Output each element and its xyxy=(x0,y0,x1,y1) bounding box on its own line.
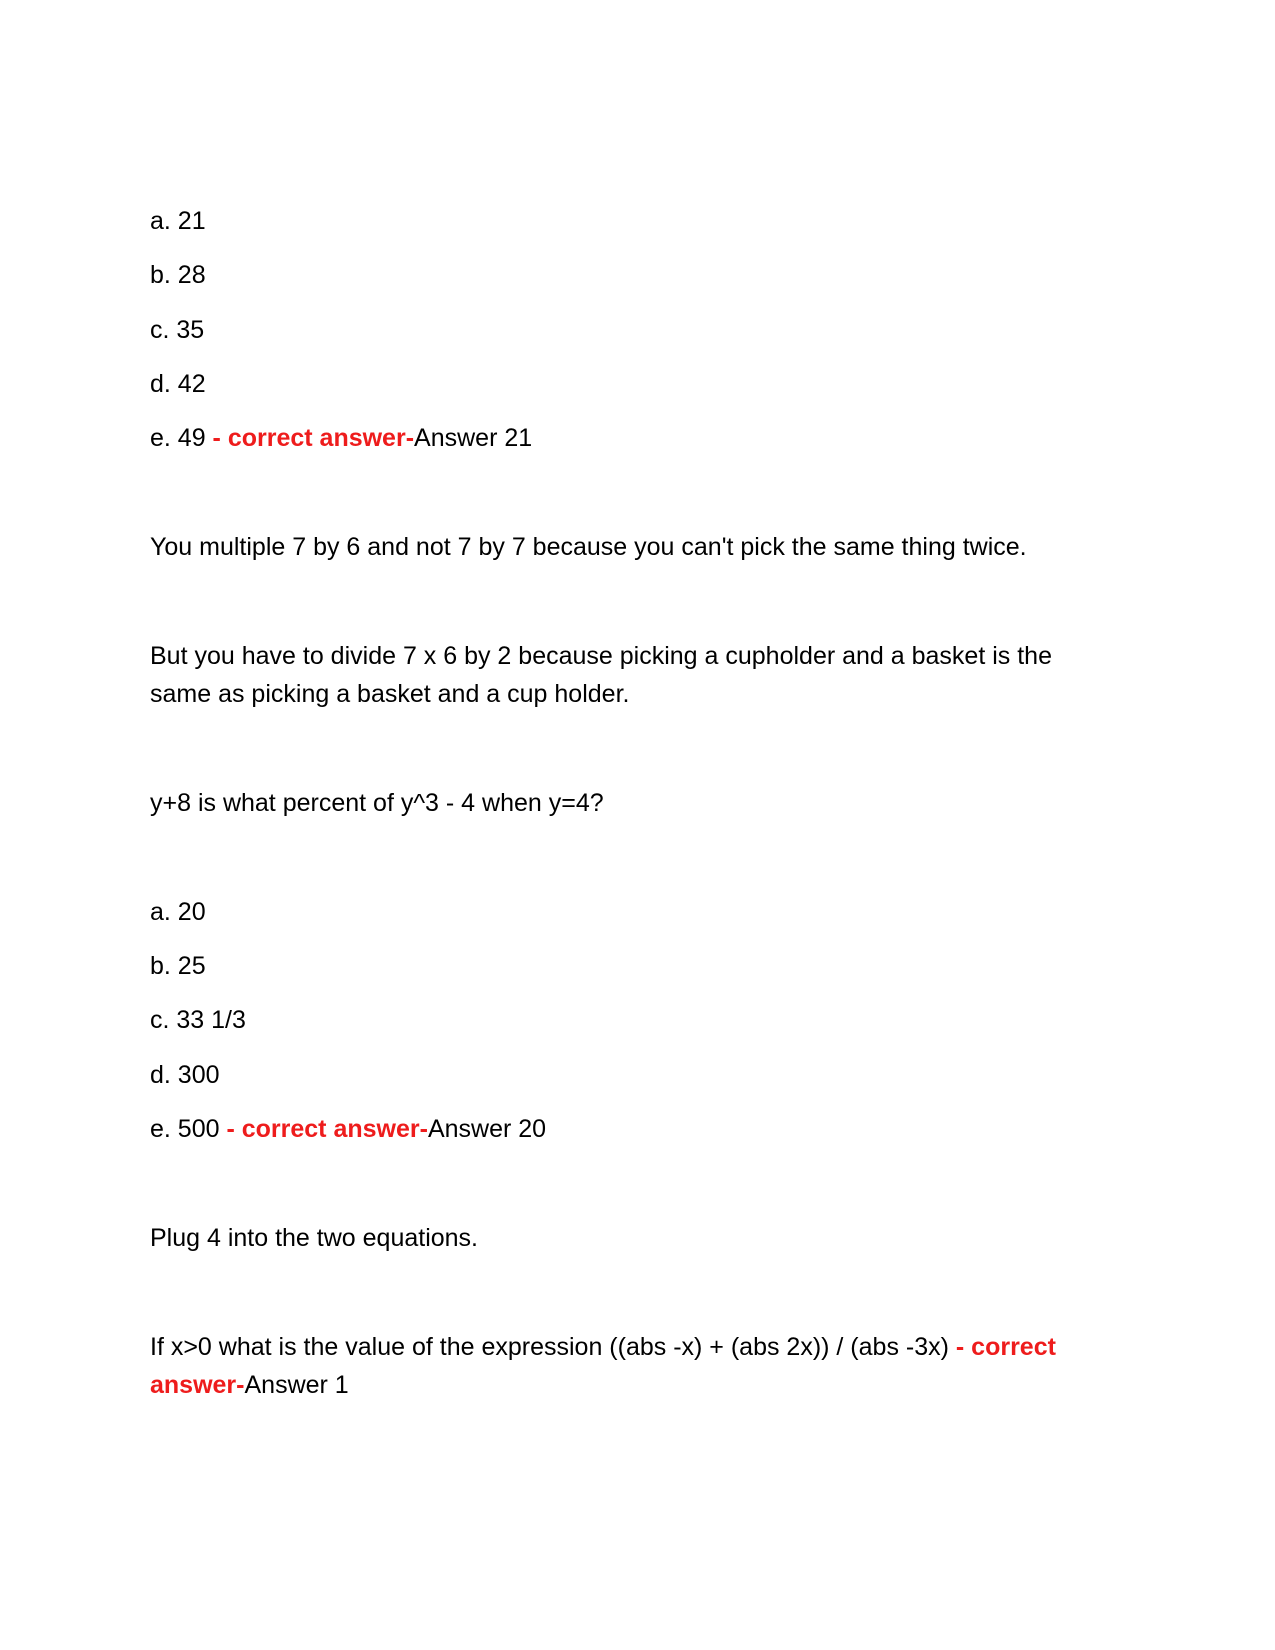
q2-correct-answer-marker: - correct answer- xyxy=(219,1115,428,1143)
q2-option-e-line xyxy=(150,1110,1110,1148)
q2-option-d: d. 300 xyxy=(150,1061,220,1089)
q1-option-c: c. 35 xyxy=(150,316,205,344)
q3-answer: Answer 1 xyxy=(244,1371,349,1399)
q1-correct-answer-marker: - correct answer- xyxy=(205,424,415,452)
q2-answer: Answer 20 xyxy=(427,1115,547,1143)
q1-option-b: b. 28 xyxy=(150,261,206,289)
explanation-3: Plug 4 into the two equations. xyxy=(150,1224,479,1252)
q3-correct-answer-marker: - correct answer- xyxy=(150,1333,1056,1399)
q1-option-a: a. 21 xyxy=(150,207,206,235)
q2-question: y+8 is what percent of y^3 - 4 when y=4? xyxy=(150,789,604,817)
q2-option-b: b. 25 xyxy=(150,952,206,980)
q2-option-a: a. 20 xyxy=(150,898,206,926)
q1-option-d: d. 42 xyxy=(150,370,206,398)
q3-question: If x>0 what is the value of the expression ((abs -x) + (abs 2x)) / (abs -3x) xyxy=(150,1333,949,1361)
q3-line xyxy=(150,1328,1110,1404)
q1-option-e-line xyxy=(150,419,1110,457)
q1-answer: Answer 21 xyxy=(414,424,533,452)
q2-option-c: c. 33 1/3 xyxy=(150,1006,246,1034)
q2-option-e: e. 500 xyxy=(150,1115,220,1143)
explanation-2: But you have to divide 7 x 6 by 2 because picking a cupholder and a basket is the same as picking a basket and a cup holder. xyxy=(150,642,1052,708)
q1-option-e: e. 49 xyxy=(150,424,206,452)
explanation-1: You multiple 7 by 6 and not 7 by 7 because you can't pick the same thing twice. xyxy=(150,533,1027,561)
